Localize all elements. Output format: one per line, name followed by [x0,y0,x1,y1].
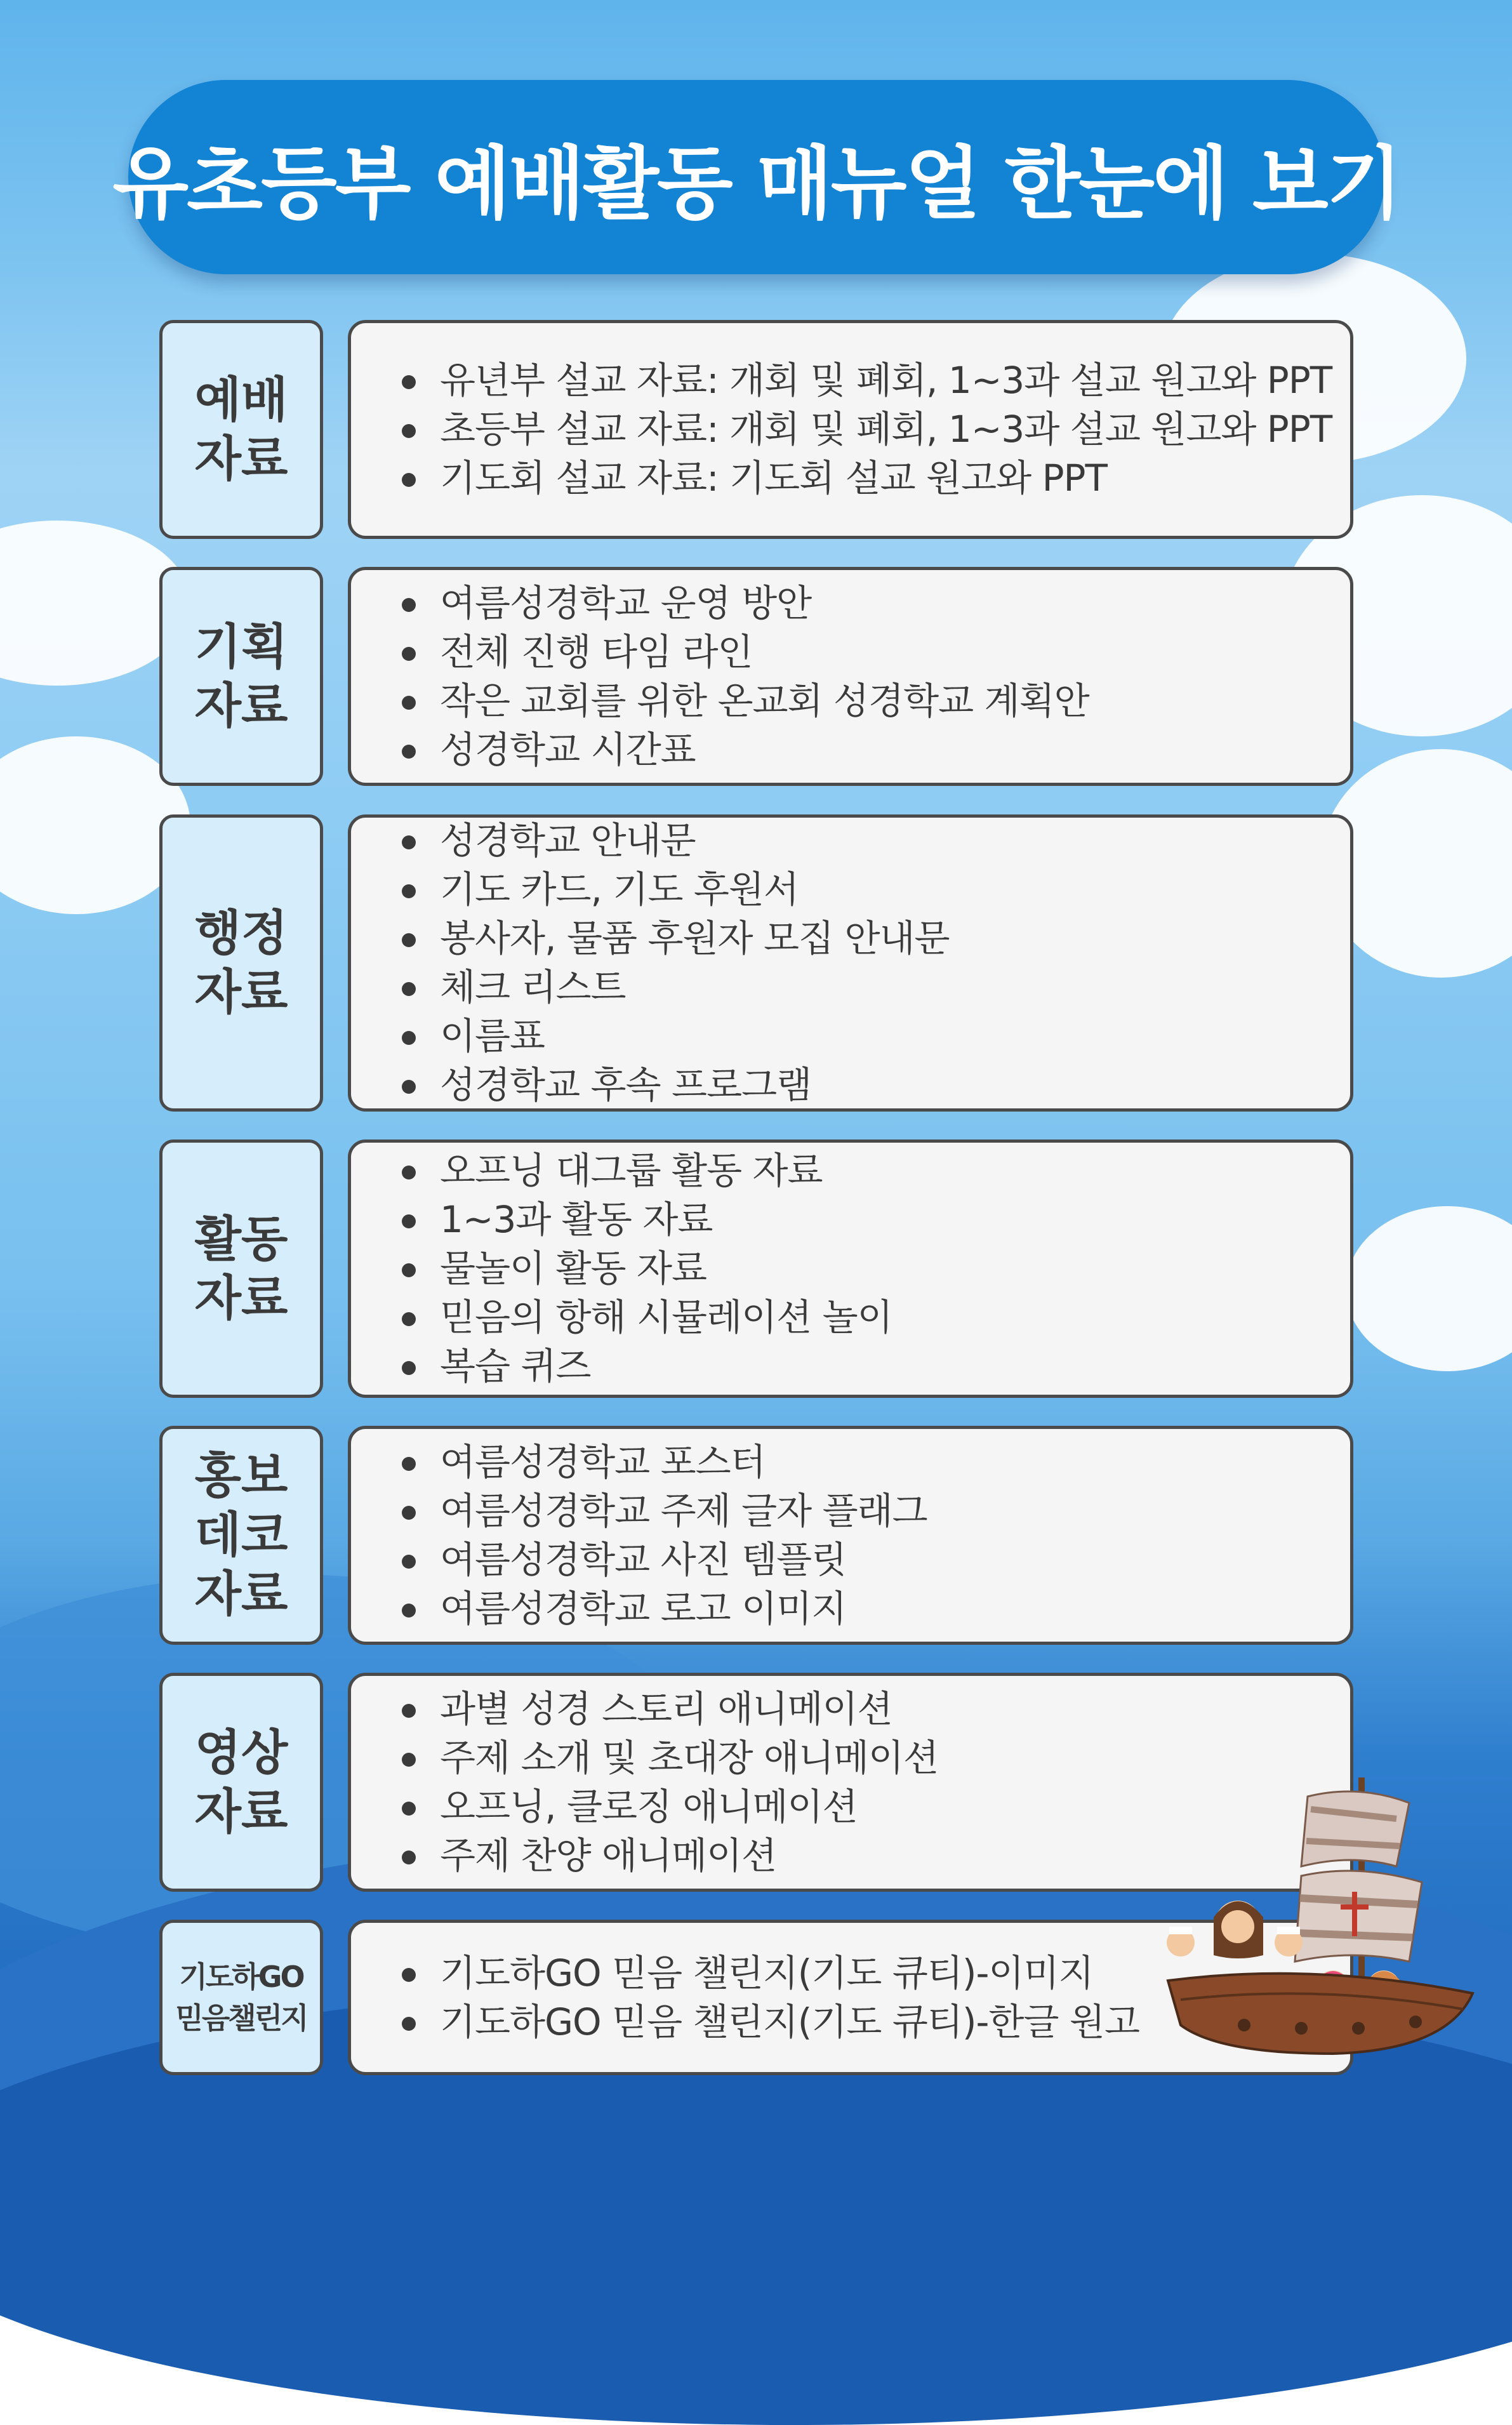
section-label-admin [159,814,323,1112]
list-item: 기도회 설교 자료: 기도회 설교 원고와 PPT [402,454,1350,503]
list-item: 체크 리스트 [402,963,1350,1012]
section-content-promo [348,1426,1353,1645]
section-label-challenge [159,1920,323,2075]
label-line: 예배 [194,371,288,428]
label-line: 자료 [194,1783,288,1840]
list-item: 여름성경학교 운영 방안 [402,579,1350,628]
list-item: 여름성경학교 포스터 [402,1438,1350,1487]
section-label-planning [159,567,323,786]
section-label-video [159,1673,323,1892]
list-item: 여름성경학교 사진 템플릿 [402,1536,1350,1585]
section-content-planning [348,567,1353,786]
label-line: 자료 [194,430,288,487]
list-item: 오프닝, 클로징 애니메이션 [402,1783,1350,1831]
list-item: 기도하GO 믿음 챌린지(기도 큐티)-한글 원고 [402,1998,1350,2047]
label-line: 홍보 [194,1447,288,1505]
list-item: 초등부 설교 자료: 개회 및 폐회, 1~3과 설교 원고와 PPT [402,405,1350,454]
title-banner [112,80,1401,274]
list-item: 봉사자, 물품 후원자 모집 안내문 [402,914,1350,963]
list-item: 여름성경학교 로고 이미지 [402,1585,1350,1633]
label-line: 기도하GO [179,1960,303,1995]
label-line: 기획 [194,618,288,675]
section-content-worship [348,320,1353,539]
list-item: 성경학교 시간표 [402,726,1350,774]
list-item: 주제 소개 및 초대장 애니메이션 [402,1734,1350,1783]
label-line: 자료 [194,1565,288,1622]
list-item: 과별 성경 스토리 애니메이션 [402,1685,1350,1734]
page-title: 유초등부 예배활동 매뉴얼 한눈에 보기 [112,138,1401,230]
list-item: 여름성경학교 주제 글자 플래그 [402,1487,1350,1536]
section-content-admin [348,814,1353,1112]
label-line: 자료 [194,1269,288,1326]
list-item: 주제 찬양 애니메이션 [402,1831,1350,1880]
label-line: 활동 [194,1210,288,1267]
list-item: 이름표 [402,1012,1350,1061]
list-item: 성경학교 안내문 [402,816,1350,865]
section-label-worship [159,320,323,539]
label-line: 데코 [194,1506,288,1564]
label-line: 믿음챌린지 [175,2000,307,2035]
label-line: 행정 [194,905,288,962]
label-line: 자료 [194,964,288,1020]
list-item: 유년부 설교 자료: 개회 및 폐회, 1~3과 설교 원고와 PPT [402,356,1350,405]
list-item: 성경학교 후속 프로그램 [402,1061,1350,1110]
section-content-activity [348,1139,1353,1398]
section-label-promo [159,1426,323,1645]
list-item: 1~3과 활동 자료 [402,1195,1350,1244]
list-item: 기도 카드, 기도 후원서 [402,865,1350,914]
list-item: 물놀이 활동 자료 [402,1244,1350,1293]
list-item: 복습 퀴즈 [402,1342,1350,1391]
list-item: 작은 교회를 위한 온교회 성경학교 계획안 [402,677,1350,726]
label-line: 자료 [194,677,288,734]
ship-with-children-icon [1143,1771,1485,2057]
list-item: 오프닝 대그룹 활동 자료 [402,1146,1350,1195]
list-item: 기도하GO 믿음 챌린지(기도 큐티)-이미지 [402,1949,1350,1998]
list-item: 믿음의 항해 시뮬레이션 놀이 [402,1293,1350,1342]
label-line: 영상 [194,1724,288,1781]
list-item: 전체 진행 타임 라인 [402,628,1350,677]
section-label-activity [159,1139,323,1398]
